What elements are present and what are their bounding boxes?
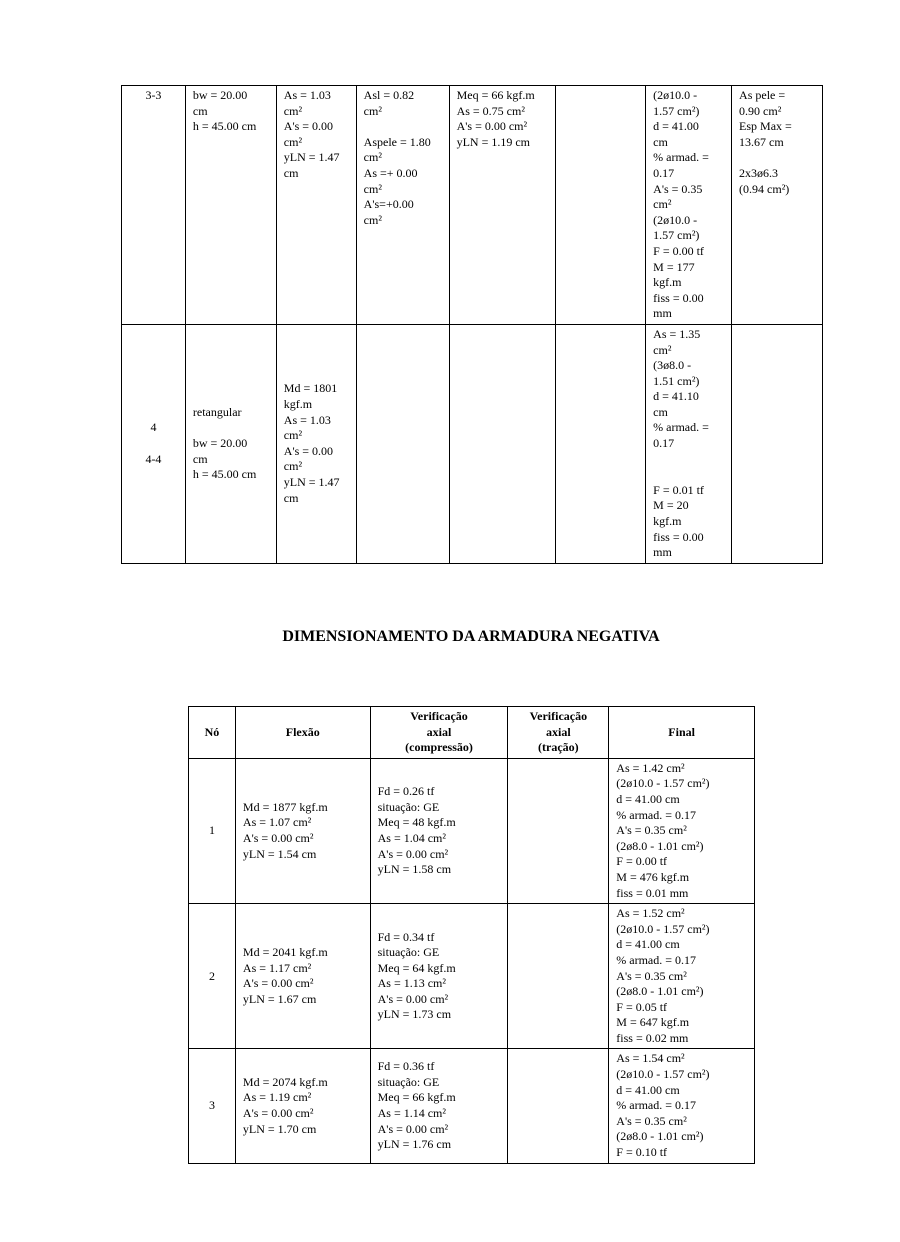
column-header-final: Final bbox=[609, 707, 755, 759]
column-header-axial-tension: Verificação axial (tração) bbox=[508, 707, 609, 759]
column-header-node: Nó bbox=[189, 707, 236, 759]
geometry-cell: retangular bw = 20.00 cm h = 45.00 cm bbox=[185, 324, 276, 563]
axial-compression-cell: Fd = 0.26 tf situação: GE Meq = 48 kgf.m As = 1.04 cm² A's = 0.00 cm² yLN = 1.58 cm bbox=[370, 758, 508, 903]
flexure-cell: Md = 2074 kgf.m As = 1.19 cm² A's = 0.00 cm² yLN = 1.70 cm bbox=[235, 1049, 370, 1163]
torsion-cell: Asl = 0.82 cm² Aspele = 1.80 cm² As =+ 0.00 cm² A's=+0.00 cm² bbox=[356, 86, 449, 325]
final-cell: As = 1.42 cm² (2ø10.0 - 1.57 cm²) d = 41.00 cm % armad. = 0.17 A's = 0.35 cm² (2ø8.0 - 1.01 cm²) F = 0.00 tf M = 476 kgf.m fiss = 0.01 mm bbox=[609, 758, 755, 903]
axial-tension-cell bbox=[508, 1049, 609, 1163]
axial-tension-cell bbox=[556, 324, 646, 563]
node-cell: 1 bbox=[189, 758, 236, 903]
table-row bbox=[189, 904, 755, 1049]
torsion-cell bbox=[356, 324, 449, 563]
flexure-cell: Md = 1801 kgf.m As = 1.03 cm² A's = 0.00 cm² yLN = 1.47 cm bbox=[276, 324, 356, 563]
flexure-cell: As = 1.03 cm² A's = 0.00 cm² yLN = 1.47 cm bbox=[276, 86, 356, 325]
column-header-flexure: Flexão bbox=[235, 707, 370, 759]
final-cell: (2ø10.0 - 1.57 cm²) d = 41.00 cm % armad. = 0.17 A's = 0.35 cm² (2ø10.0 - 1.57 cm²) F = 0.00 tf M = 177 kgf.m fiss = 0.00 mm bbox=[646, 86, 732, 325]
table-row bbox=[189, 758, 755, 903]
final-cell: As = 1.54 cm² (2ø10.0 - 1.57 cm²) d = 41.00 cm % armad. = 0.17 A's = 0.35 cm² (2ø8.0 - 1.01 cm²) F = 0.10 tf bbox=[609, 1049, 755, 1163]
section-heading: DIMENSIONAMENTO DA ARMADURA NEGATIVA bbox=[282, 628, 660, 645]
geometry-cell: bw = 20.00 cm h = 45.00 cm bbox=[185, 86, 276, 325]
table-row bbox=[122, 86, 823, 325]
column-header-axial-compression: Verificação axial (compressão) bbox=[370, 707, 508, 759]
axial-compression-cell: Fd = 0.36 tf situação: GE Meq = 66 kgf.m As = 1.14 cm² A's = 0.00 cm² yLN = 1.76 cm bbox=[370, 1049, 508, 1163]
axial-tension-cell bbox=[508, 904, 609, 1049]
node-cell: 3 bbox=[189, 1049, 236, 1163]
section-label-cell: 4 4-4 bbox=[122, 324, 186, 563]
axial-compression-cell: Meq = 66 kgf.m As = 0.75 cm² A's = 0.00 cm² yLN = 1.19 cm bbox=[449, 86, 556, 325]
table-header-row bbox=[189, 707, 755, 759]
axial-tension-cell bbox=[556, 86, 646, 325]
negative-reinforcement-table bbox=[188, 706, 755, 1164]
node-cell: 2 bbox=[189, 904, 236, 1049]
axial-compression-cell bbox=[449, 324, 556, 563]
section-label-cell: 3-3 bbox=[122, 86, 186, 325]
flexure-cell: Md = 2041 kgf.m As = 1.17 cm² A's = 0.00 cm² yLN = 1.67 cm bbox=[235, 904, 370, 1049]
final-cell: As = 1.35 cm² (3ø8.0 - 1.51 cm²) d = 41.10 cm % armad. = 0.17 F = 0.01 tf M = 20 kgf.m fiss = 0.00 mm bbox=[646, 324, 732, 563]
axial-tension-cell bbox=[508, 758, 609, 903]
final-cell: As = 1.52 cm² (2ø10.0 - 1.57 cm²) d = 41.00 cm % armad. = 0.17 A's = 0.35 cm² (2ø8.0 - 1.01 cm²) F = 0.05 tf M = 647 kgf.m fiss = 0.02 mm bbox=[609, 904, 755, 1049]
positive-reinforcement-table-continuation bbox=[121, 85, 823, 564]
axial-compression-cell: Fd = 0.34 tf situação: GE Meq = 64 kgf.m As = 1.13 cm² A's = 0.00 cm² yLN = 1.73 cm bbox=[370, 904, 508, 1049]
table-row bbox=[122, 324, 823, 563]
flexure-cell: Md = 1877 kgf.m As = 1.07 cm² A's = 0.00 cm² yLN = 1.54 cm bbox=[235, 758, 370, 903]
skin-reinforcement-cell: As pele = 0.90 cm² Esp Max = 13.67 cm 2x3ø6.3 (0.94 cm²) bbox=[732, 86, 823, 325]
skin-reinforcement-cell bbox=[732, 324, 823, 563]
table-row bbox=[189, 1049, 755, 1163]
